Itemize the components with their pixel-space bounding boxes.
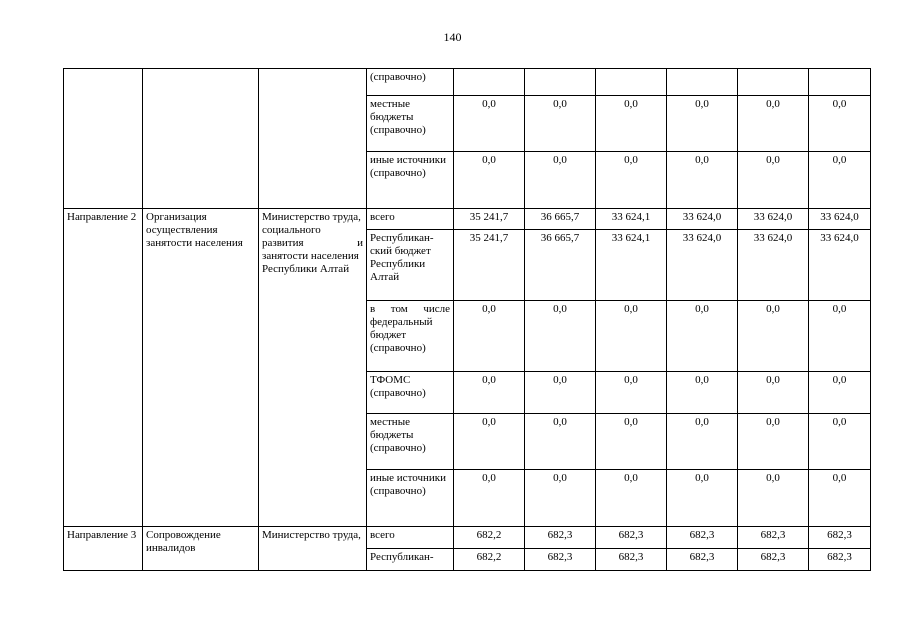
source-cell: (справочно) [367,69,454,96]
source-cell [367,301,454,372]
value-cell: 0,0 [596,470,667,527]
budget-table [63,68,871,571]
source-cell: ТФОМС (справочно) [367,372,454,414]
source-cell: Республикан-ский бюджет Республики Алтай [367,230,454,301]
direction-cell: Направление 3 [64,527,143,571]
executor-cell [259,209,367,527]
value-cell: 33 624,0 [809,209,871,230]
source-cell: иные источники (справочно) [367,152,454,209]
value-cell: 0,0 [525,470,596,527]
executor-cell: Министерство труда, [259,527,367,571]
value-cell: 0,0 [667,414,738,470]
value-cell: 0,0 [667,96,738,152]
value-cell: 0,0 [667,470,738,527]
value-cell: 0,0 [454,414,525,470]
value-cell: 0,0 [738,372,809,414]
value-cell: 0,0 [596,301,667,372]
value-cell [454,69,525,96]
empty-cell [259,69,367,209]
value-cell: 0,0 [454,152,525,209]
value-cell: 0,0 [596,414,667,470]
source-cell: местные бюджеты (справочно) [367,96,454,152]
value-cell: 682,3 [809,549,871,571]
value-cell: 33 624,0 [667,209,738,230]
value-cell: 33 624,1 [596,230,667,301]
source-cell: всего [367,209,454,230]
name-cell: Организация осуществления занятости населения [143,209,259,527]
value-cell: 682,3 [738,527,809,549]
value-cell: 33 624,0 [809,230,871,301]
source-text: в том числе [370,303,450,315]
value-cell: 0,0 [809,96,871,152]
value-cell: 0,0 [809,301,871,372]
table-row [64,69,871,96]
value-cell [596,69,667,96]
value-cell: 0,0 [738,301,809,372]
source-cell: иные источники (справочно) [367,470,454,527]
empty-cell [143,69,259,209]
value-cell: 0,0 [454,470,525,527]
source-cell: местные бюджеты (справочно) [367,414,454,470]
value-cell: 0,0 [809,152,871,209]
value-cell: 682,2 [454,527,525,549]
value-cell: 0,0 [525,301,596,372]
value-cell: 0,0 [596,96,667,152]
value-cell: 682,3 [525,527,596,549]
value-cell: 0,0 [738,96,809,152]
value-cell: 0,0 [525,96,596,152]
value-cell: 0,0 [454,96,525,152]
value-cell: 0,0 [809,372,871,414]
value-cell: 0,0 [667,372,738,414]
direction-cell: Направление 2 [64,209,143,527]
value-cell [809,69,871,96]
value-cell: 0,0 [596,152,667,209]
source-text: федеральный бюджет (справочно) [370,316,433,354]
value-cell: 35 241,7 [454,230,525,301]
value-cell: 0,0 [738,414,809,470]
value-cell [667,69,738,96]
value-cell: 0,0 [525,414,596,470]
empty-cell [64,69,143,209]
value-cell [525,69,596,96]
value-cell: 0,0 [525,372,596,414]
value-cell: 0,0 [454,372,525,414]
source-cell: Республикан- [367,549,454,571]
value-cell: 682,3 [809,527,871,549]
value-cell: 33 624,0 [738,230,809,301]
executor-text: занятости населения Республики Алтай [262,250,359,275]
name-cell: Сопровождение инвалидов [143,527,259,571]
value-cell: 36 665,7 [525,230,596,301]
value-cell: 682,3 [596,527,667,549]
table-row [64,527,871,549]
value-cell: 682,3 [667,527,738,549]
value-cell: 682,3 [667,549,738,571]
value-cell: 0,0 [809,414,871,470]
page-number: 140 [443,30,462,44]
value-cell: 33 624,0 [667,230,738,301]
executor-text: Министерство труда, социального развития [262,211,361,249]
value-cell: 682,3 [738,549,809,571]
value-cell: 0,0 [738,470,809,527]
value-cell: 33 624,1 [596,209,667,230]
value-cell: 0,0 [454,301,525,372]
source-cell: всего [367,527,454,549]
executor-conjunction: и [357,237,363,249]
table-row [64,209,871,230]
value-cell: 0,0 [809,470,871,527]
value-cell: 33 624,0 [738,209,809,230]
value-cell: 682,2 [454,549,525,571]
value-cell: 0,0 [596,372,667,414]
value-cell: 36 665,7 [525,209,596,230]
value-cell: 0,0 [525,152,596,209]
value-cell: 0,0 [667,152,738,209]
value-cell: 35 241,7 [454,209,525,230]
value-cell: 0,0 [667,301,738,372]
value-cell: 682,3 [596,549,667,571]
value-cell: 682,3 [525,549,596,571]
value-cell: 0,0 [738,152,809,209]
value-cell [738,69,809,96]
